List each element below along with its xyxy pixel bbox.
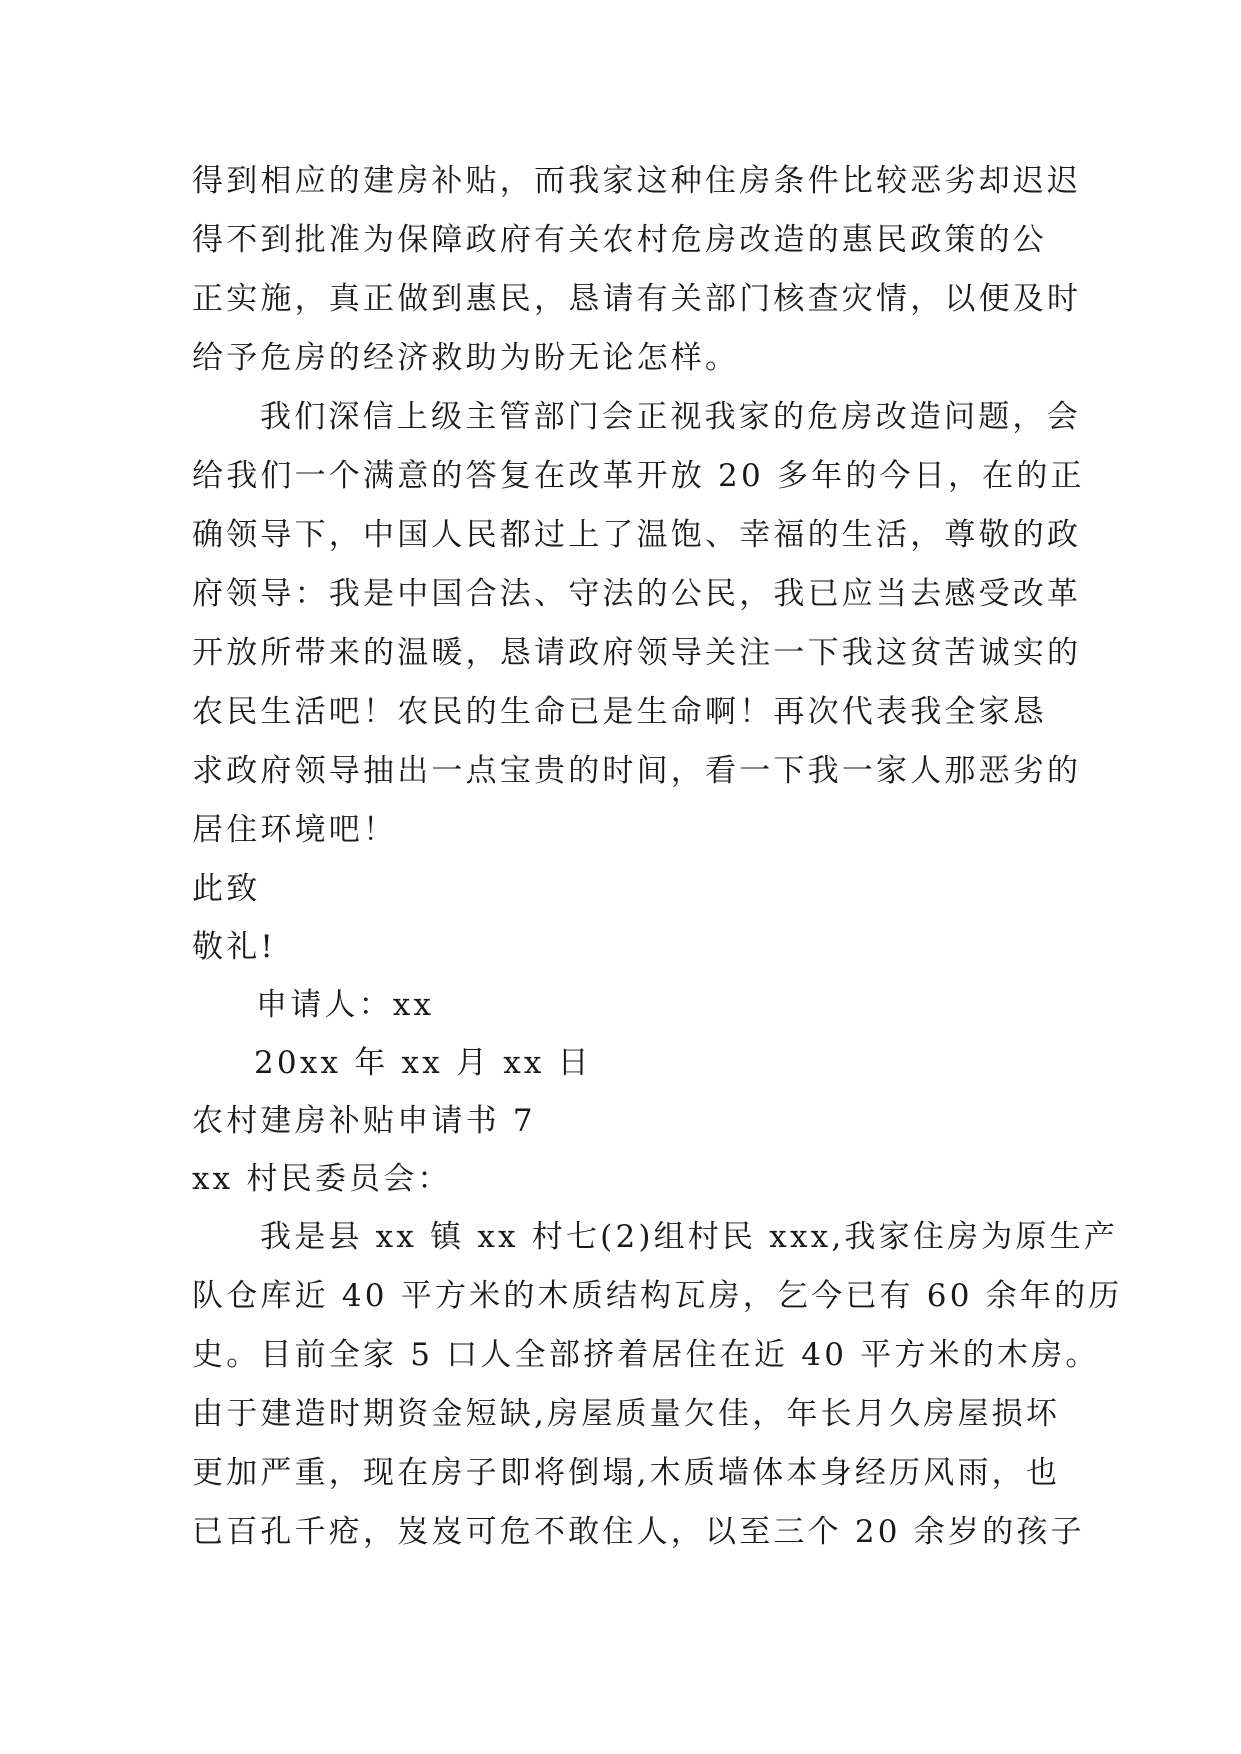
text-line: 已百孔千疮，岌岌可危不敢住人，以至三个 20 余岁的孩子 [192, 1514, 1085, 1550]
text-line: 正实施，真正做到惠民，恳请有关部门核查灾情，以便及时 [192, 281, 1082, 317]
text-line: 开放所带来的温暖，恳请政府领导关注一下我这贫苦诚实的 [192, 635, 1082, 671]
text-line: 给我们一个满意的答复在改革开放 20 多年的今日，在的正 [192, 458, 1085, 494]
text-line: 农民生活吧！农民的生命已是生命啊！再次代表我全家恳 [192, 694, 1047, 730]
text-line: 得不到批准为保障政府有关农村危房改造的惠民政策的公 [192, 222, 1047, 258]
closing-salute: 敬礼! [192, 929, 277, 965]
text-line: 求政府领导抽出一点宝贵的时间，看一下我一家人那恶劣的 [192, 753, 1082, 789]
text-line: 由于建造时期资金短缺,房屋质量欠佳，年长月久房屋损坏 [192, 1396, 1061, 1432]
text-line: 更加严重，现在房子即将倒塌,木质墙体本身经历风雨，也 [192, 1455, 1061, 1491]
letter-date: 20xx 年 xx 月 xx 日 [254, 1045, 592, 1081]
applicant-signature: 申请人：xx [256, 987, 435, 1023]
closing-line: 此致 [192, 871, 261, 907]
document-body [192, 152, 1123, 1562]
text-line: 确领导下，中国人民都过上了温饱、幸福的生活，尊敬的政 [192, 517, 1082, 553]
text-line: 我们深信上级主管部门会正视我家的危房改造问题，会 [260, 399, 1081, 435]
text-line: 府领导：我是中国合法、守法的公民，我已应当去感受改革 [192, 576, 1082, 612]
text-line: 我是县 xx 镇 xx 村七(2)组村民 xxx,我家住房为原生产 [260, 1219, 1119, 1255]
text-line: 居住环境吧！ [192, 812, 398, 848]
section-title: 农村建房补贴申请书 7 [192, 1103, 536, 1139]
paragraph-house-condition [192, 1208, 1123, 1562]
text-line: 得到相应的建房补贴，而我家这种住房条件比较恶劣却迟迟 [192, 163, 1082, 199]
text-line: 史。目前全家 5 口人全部挤着居住在近 40 平方米的木房。 [192, 1337, 1100, 1373]
text-line: 队仓库近 40 平方米的木质结构瓦房，乞今已有 60 余年的历 [192, 1278, 1123, 1314]
paragraph-relief-request [192, 152, 1082, 388]
text-line: 给予危房的经济救助为盼无论怎样。 [192, 340, 740, 376]
salutation: xx 村民委员会： [192, 1161, 452, 1197]
paragraph-appeal [192, 388, 1085, 860]
